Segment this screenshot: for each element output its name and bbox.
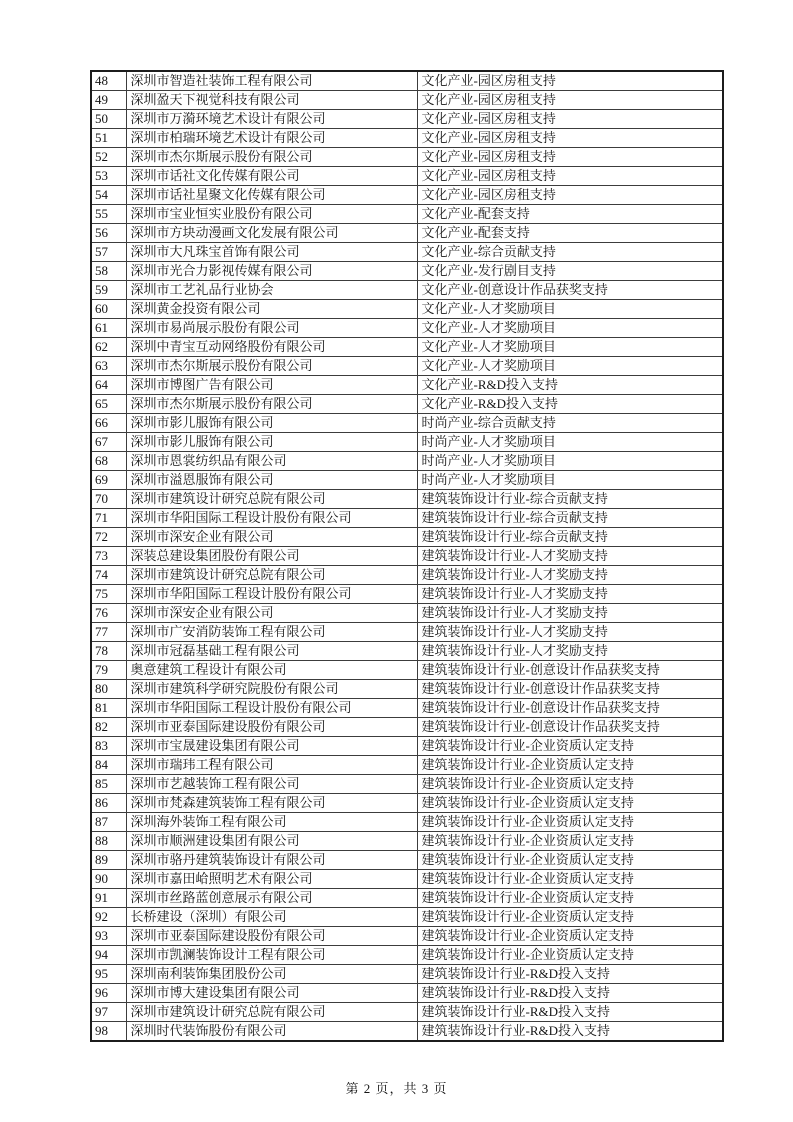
table-row: [91, 186, 723, 205]
company-name: 深圳市智造社装饰工程有限公司: [126, 71, 417, 91]
support-category: 建筑装饰设计行业-企业资质认定支持: [417, 889, 723, 908]
row-index: 95: [91, 965, 126, 984]
company-name: 深圳黄金投资有限公司: [126, 300, 417, 319]
company-name: 深圳市深安企业有限公司: [126, 604, 417, 623]
row-index: 55: [91, 205, 126, 224]
support-category: 建筑装饰设计行业-综合贡献支持: [417, 490, 723, 509]
table-row: [91, 433, 723, 452]
company-name: 深圳市凯澜装饰设计工程有限公司: [126, 946, 417, 965]
company-name: 深圳市亚泰国际建设股份有限公司: [126, 927, 417, 946]
row-index: 71: [91, 509, 126, 528]
table-row: [91, 965, 723, 984]
support-category: 文化产业-园区房租支持: [417, 186, 723, 205]
support-category: 文化产业-园区房租支持: [417, 110, 723, 129]
company-support-table: [90, 70, 724, 1042]
company-name: 深圳中青宝互动网络股份有限公司: [126, 338, 417, 357]
row-index: 87: [91, 813, 126, 832]
table-row: [91, 775, 723, 794]
company-name: 深圳市亚泰国际建设股份有限公司: [126, 718, 417, 737]
support-category: 时尚产业-人才奖励项目: [417, 433, 723, 452]
company-name: 深圳市方块动漫画文化发展有限公司: [126, 224, 417, 243]
company-name: 深圳市博大建设集团有限公司: [126, 984, 417, 1003]
table-row: [91, 262, 723, 281]
table-row: [91, 642, 723, 661]
company-name: 深圳海外装饰工程有限公司: [126, 813, 417, 832]
company-name: 深圳市杰尔斯展示股份有限公司: [126, 148, 417, 167]
row-index: 75: [91, 585, 126, 604]
row-index: 68: [91, 452, 126, 471]
support-category: 建筑装饰设计行业-人才奖励支持: [417, 566, 723, 585]
support-category: 建筑装饰设计行业-企业资质认定支持: [417, 870, 723, 889]
row-index: 66: [91, 414, 126, 433]
support-category: 建筑装饰设计行业-企业资质认定支持: [417, 737, 723, 756]
table-row: [91, 984, 723, 1003]
row-index: 93: [91, 927, 126, 946]
table-row: [91, 547, 723, 566]
table-row: [91, 148, 723, 167]
company-name: 深圳盈天下视觉科技有限公司: [126, 91, 417, 110]
support-category: 建筑装饰设计行业-企业资质认定支持: [417, 851, 723, 870]
company-name: 深圳市宝晟建设集团有限公司: [126, 737, 417, 756]
row-index: 90: [91, 870, 126, 889]
company-name: 深圳市艺越装饰工程有限公司: [126, 775, 417, 794]
table-row: [91, 357, 723, 376]
company-name: 深圳市工艺礼品行业协会: [126, 281, 417, 300]
company-name: 深圳市话社星聚文化传媒有限公司: [126, 186, 417, 205]
row-index: 52: [91, 148, 126, 167]
row-index: 70: [91, 490, 126, 509]
company-name: 深装总建设集团股份有限公司: [126, 547, 417, 566]
table-body: [91, 71, 723, 1041]
table-row: [91, 300, 723, 319]
company-name: 深圳市恩裳纺织品有限公司: [126, 452, 417, 471]
support-category: 时尚产业-人才奖励项目: [417, 471, 723, 490]
company-name: 深圳南利装饰集团股份公司: [126, 965, 417, 984]
row-index: 96: [91, 984, 126, 1003]
table-row: [91, 110, 723, 129]
row-index: 49: [91, 91, 126, 110]
row-index: 94: [91, 946, 126, 965]
company-name: 深圳市骆丹建筑装饰设计有限公司: [126, 851, 417, 870]
row-index: 84: [91, 756, 126, 775]
row-index: 77: [91, 623, 126, 642]
company-name: 深圳市丝路蓝创意展示有限公司: [126, 889, 417, 908]
support-category: 文化产业-园区房租支持: [417, 167, 723, 186]
company-name: 深圳市嘉田峆照明艺术有限公司: [126, 870, 417, 889]
company-name: 深圳市话社文化传媒有限公司: [126, 167, 417, 186]
company-name: 深圳市冠磊基础工程有限公司: [126, 642, 417, 661]
table-row: [91, 71, 723, 91]
row-index: 61: [91, 319, 126, 338]
row-index: 51: [91, 129, 126, 148]
table-row: [91, 205, 723, 224]
company-name: 奥意建筑工程设计有限公司: [126, 661, 417, 680]
company-name: 深圳市宝业恒实业股份有限公司: [126, 205, 417, 224]
table-row: [91, 756, 723, 775]
row-index: 48: [91, 71, 126, 91]
table-row: [91, 813, 723, 832]
row-index: 74: [91, 566, 126, 585]
row-index: 59: [91, 281, 126, 300]
support-category: 文化产业-配套支持: [417, 224, 723, 243]
row-index: 86: [91, 794, 126, 813]
company-name: 深圳市广安消防装饰工程有限公司: [126, 623, 417, 642]
support-category: 建筑装饰设计行业-企业资质认定支持: [417, 813, 723, 832]
support-category: 文化产业-创意设计作品获奖支持: [417, 281, 723, 300]
table-row: [91, 680, 723, 699]
support-category: 文化产业-园区房租支持: [417, 71, 723, 91]
support-category: 建筑装饰设计行业-创意设计作品获奖支持: [417, 718, 723, 737]
table-row: [91, 851, 723, 870]
support-category: 建筑装饰设计行业-创意设计作品获奖支持: [417, 680, 723, 699]
row-index: 98: [91, 1022, 126, 1042]
row-index: 72: [91, 528, 126, 547]
table-row: [91, 737, 723, 756]
table-row: [91, 319, 723, 338]
company-name: 深圳市大凡珠宝首饰有限公司: [126, 243, 417, 262]
support-category: 建筑装饰设计行业-企业资质认定支持: [417, 832, 723, 851]
support-category: 建筑装饰设计行业-人才奖励支持: [417, 585, 723, 604]
support-category: 建筑装饰设计行业-企业资质认定支持: [417, 927, 723, 946]
table-row: [91, 585, 723, 604]
support-category: 建筑装饰设计行业-企业资质认定支持: [417, 756, 723, 775]
row-index: 62: [91, 338, 126, 357]
table-row: [91, 452, 723, 471]
table-row: [91, 661, 723, 680]
company-name: 深圳市瑞玮工程有限公司: [126, 756, 417, 775]
company-name: 深圳市杰尔斯展示股份有限公司: [126, 395, 417, 414]
table-row: [91, 281, 723, 300]
company-name: 深圳市梵森建筑装饰工程有限公司: [126, 794, 417, 813]
row-index: 57: [91, 243, 126, 262]
support-category: 文化产业-园区房租支持: [417, 129, 723, 148]
company-name: 深圳市博图广告有限公司: [126, 376, 417, 395]
row-index: 65: [91, 395, 126, 414]
company-name: 深圳市杰尔斯展示股份有限公司: [126, 357, 417, 376]
support-category: 文化产业-发行剧目支持: [417, 262, 723, 281]
company-name: 深圳市华阳国际工程设计股份有限公司: [126, 699, 417, 718]
table-row: [91, 414, 723, 433]
support-category: 建筑装饰设计行业-R&D投入支持: [417, 1022, 723, 1042]
company-name: 深圳市万漪环境艺术设计有限公司: [126, 110, 417, 129]
table-row: [91, 91, 723, 110]
table-row: [91, 243, 723, 262]
row-index: 97: [91, 1003, 126, 1022]
support-category: 文化产业-R&D投入支持: [417, 395, 723, 414]
table-row: [91, 566, 723, 585]
row-index: 85: [91, 775, 126, 794]
company-name: 长桥建设（深圳）有限公司: [126, 908, 417, 927]
row-index: 63: [91, 357, 126, 376]
company-name: 深圳市华阳国际工程设计股份有限公司: [126, 509, 417, 528]
company-name: 深圳市易尚展示股份有限公司: [126, 319, 417, 338]
row-index: 78: [91, 642, 126, 661]
support-category: 文化产业-综合贡献支持: [417, 243, 723, 262]
company-name: 深圳市建筑科学研究院股份有限公司: [126, 680, 417, 699]
company-name: 深圳市顺洲建设集团有限公司: [126, 832, 417, 851]
table-row: [91, 946, 723, 965]
company-name: 深圳市影儿服饰有限公司: [126, 414, 417, 433]
row-index: 91: [91, 889, 126, 908]
support-category: 建筑装饰设计行业-R&D投入支持: [417, 984, 723, 1003]
company-name: 深圳市建筑设计研究总院有限公司: [126, 566, 417, 585]
table-row: [91, 167, 723, 186]
table-row: [91, 623, 723, 642]
row-index: 80: [91, 680, 126, 699]
company-name: 深圳市建筑设计研究总院有限公司: [126, 490, 417, 509]
row-index: 92: [91, 908, 126, 927]
company-name: 深圳市柏瑞环境艺术设计有限公司: [126, 129, 417, 148]
table-row: [91, 376, 723, 395]
table-row: [91, 794, 723, 813]
table-row: [91, 490, 723, 509]
row-index: 89: [91, 851, 126, 870]
table-row: [91, 395, 723, 414]
row-index: 58: [91, 262, 126, 281]
support-category: 文化产业-人才奖励项目: [417, 357, 723, 376]
support-category: 建筑装饰设计行业-人才奖励支持: [417, 623, 723, 642]
support-category: 文化产业-配套支持: [417, 205, 723, 224]
company-name: 深圳市华阳国际工程设计股份有限公司: [126, 585, 417, 604]
row-index: 60: [91, 300, 126, 319]
support-category: 建筑装饰设计行业-人才奖励支持: [417, 604, 723, 623]
support-category: 建筑装饰设计行业-企业资质认定支持: [417, 908, 723, 927]
row-index: 64: [91, 376, 126, 395]
company-name: 深圳市影儿服饰有限公司: [126, 433, 417, 452]
support-category: 建筑装饰设计行业-R&D投入支持: [417, 965, 723, 984]
table-row: [91, 604, 723, 623]
row-index: 73: [91, 547, 126, 566]
support-category: 文化产业-人才奖励项目: [417, 319, 723, 338]
row-index: 82: [91, 718, 126, 737]
row-index: 76: [91, 604, 126, 623]
support-category: 建筑装饰设计行业-创意设计作品获奖支持: [417, 661, 723, 680]
table-row: [91, 889, 723, 908]
table-row: [91, 908, 723, 927]
table-row: [91, 870, 723, 889]
support-category: 文化产业-人才奖励项目: [417, 338, 723, 357]
row-index: 83: [91, 737, 126, 756]
support-category: 建筑装饰设计行业-综合贡献支持: [417, 528, 723, 547]
row-index: 69: [91, 471, 126, 490]
support-category: 建筑装饰设计行业-企业资质认定支持: [417, 775, 723, 794]
table-row: [91, 1003, 723, 1022]
row-index: 53: [91, 167, 126, 186]
company-name: 深圳市深安企业有限公司: [126, 528, 417, 547]
table-row: [91, 338, 723, 357]
support-category: 建筑装饰设计行业-企业资质认定支持: [417, 946, 723, 965]
company-name: 深圳市建筑设计研究总院有限公司: [126, 1003, 417, 1022]
support-category: 建筑装饰设计行业-企业资质认定支持: [417, 794, 723, 813]
support-category: 文化产业-R&D投入支持: [417, 376, 723, 395]
support-category: 建筑装饰设计行业-人才奖励支持: [417, 642, 723, 661]
table-row: [91, 832, 723, 851]
support-category: 文化产业-园区房租支持: [417, 91, 723, 110]
table-row: [91, 471, 723, 490]
table-row: [91, 129, 723, 148]
page-footer: 第 2 页，共 3 页: [345, 1081, 448, 1096]
table-row: [91, 528, 723, 547]
table-row: [91, 509, 723, 528]
company-name: 深圳市溢恩服饰有限公司: [126, 471, 417, 490]
table-row: [91, 927, 723, 946]
support-category: 时尚产业-综合贡献支持: [417, 414, 723, 433]
row-index: 56: [91, 224, 126, 243]
row-index: 88: [91, 832, 126, 851]
support-category: 文化产业-人才奖励项目: [417, 300, 723, 319]
company-name: 深圳时代装饰股份有限公司: [126, 1022, 417, 1042]
support-category: 建筑装饰设计行业-创意设计作品获奖支持: [417, 699, 723, 718]
row-index: 79: [91, 661, 126, 680]
table-row: [91, 718, 723, 737]
row-index: 67: [91, 433, 126, 452]
row-index: 50: [91, 110, 126, 129]
support-category: 建筑装饰设计行业-综合贡献支持: [417, 509, 723, 528]
table-row: [91, 1022, 723, 1042]
row-index: 54: [91, 186, 126, 205]
table-row: [91, 699, 723, 718]
table-row: [91, 224, 723, 243]
row-index: 81: [91, 699, 126, 718]
support-category: 建筑装饰设计行业-人才奖励支持: [417, 547, 723, 566]
support-category: 文化产业-园区房租支持: [417, 148, 723, 167]
support-category: 时尚产业-人才奖励项目: [417, 452, 723, 471]
company-name: 深圳市光合力影视传媒有限公司: [126, 262, 417, 281]
support-category: 建筑装饰设计行业-R&D投入支持: [417, 1003, 723, 1022]
